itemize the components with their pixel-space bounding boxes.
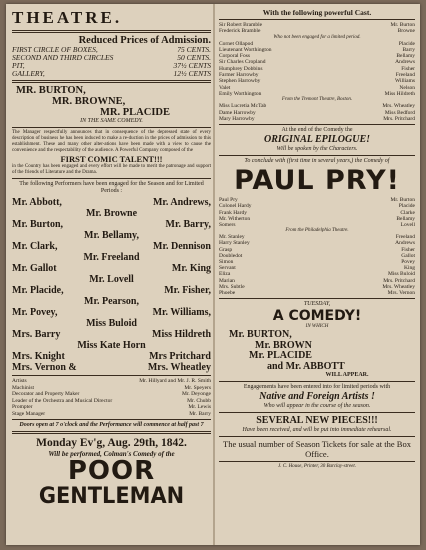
performer-name: Mrs. Vernon & <box>12 362 77 373</box>
fold-line <box>213 4 215 545</box>
cast-role: Cornet Ollapod <box>219 40 254 47</box>
cast-role: Farmer Harrowby <box>219 72 259 79</box>
playbill-sheet <box>6 4 420 545</box>
engaged-name-3: MR. PLACIDE <box>100 107 170 118</box>
cast-actor: Nelson <box>399 84 415 91</box>
spoken-by: Will be spoken by the Characters. <box>276 146 358 153</box>
price-amount: 37½ CENTS <box>173 61 211 70</box>
performer-name: Mr. Burton, <box>12 219 64 230</box>
performer-name: Mr. Freeland <box>83 252 140 263</box>
performer-row <box>12 318 211 329</box>
performer-name: Miss Kate Horn <box>77 340 146 351</box>
play-title-poor: POOR <box>67 456 156 486</box>
cast-role: Paul Pry <box>219 197 238 204</box>
divider <box>12 419 211 420</box>
cast-actor: Mrs. Pritchard <box>383 115 415 122</box>
divider <box>219 412 415 413</box>
engaged-name-2: MR. BROWNE, <box>52 96 126 107</box>
cast-role: Mr. Witherton <box>219 215 251 222</box>
cast-role: Harry Stanley <box>219 240 250 247</box>
performer-name: Mrs. Knight <box>12 351 65 362</box>
divider <box>219 124 415 125</box>
performer-row <box>12 296 211 307</box>
cast-role: Humphrey Dobbins <box>219 65 263 72</box>
staff-role: Stage Manager <box>12 410 46 417</box>
staff-name: Mr. Lewis <box>188 404 211 410</box>
cast-actor: Lovell <box>400 221 415 228</box>
appear-in-season: Who will appear in the course of the season. <box>263 403 371 410</box>
cast-role: Dame Harrowby <box>219 109 256 116</box>
divider <box>12 127 211 128</box>
native-foreign-artists: Native and Foreign Artists ! <box>259 391 375 403</box>
cast-actor: Browne <box>397 28 415 35</box>
cast-actor: King <box>404 265 415 272</box>
performer-list <box>12 197 211 373</box>
cast-role: Corporal Foss <box>219 53 251 60</box>
cast-actor: Povey <box>401 258 415 265</box>
cast-actor: Miss Hildreth <box>384 90 415 97</box>
prices-title: Reduced Prices of Admission. <box>78 35 211 46</box>
performer-name: Mr. Bellamy, <box>84 230 139 241</box>
cast-actor: Miss Buloid <box>387 271 415 278</box>
cast-list <box>219 22 415 122</box>
divider <box>12 178 211 179</box>
cast-actor: Freeland <box>395 72 415 79</box>
staff-role: Prompter <box>12 404 33 410</box>
cast-role: Lieutenant Worthington <box>219 46 272 53</box>
performer-row <box>12 197 211 208</box>
performer-row <box>12 307 211 318</box>
performer-name: Mr. Williams, <box>152 307 211 318</box>
cast-role: Mrs. Subtle <box>219 283 245 290</box>
engaged-name-1: MR. BURTON, <box>16 85 86 96</box>
price-amount: 12½ CENTS <box>173 69 211 78</box>
cast-actor: Gallot <box>401 252 415 259</box>
performer-name: Mrs. Wheatley <box>147 362 211 373</box>
cast-role: Sir Robert Bramble <box>219 22 263 28</box>
cast-title: With the following powerful Cast. <box>262 8 372 17</box>
end-of-comedy: At the end of the Comedy the <box>281 127 353 134</box>
cast-role: Eliza <box>219 271 231 278</box>
staff-role: Decorator and Property Maker <box>12 391 80 397</box>
cast-note: From the Tremont Theatre, Boston. <box>281 97 353 103</box>
divider <box>12 30 211 33</box>
divider <box>219 298 415 299</box>
cast-actor: Fisher <box>401 65 415 72</box>
divider <box>219 19 415 20</box>
same-comedy: IN THE SAME COMEDY. <box>80 118 143 124</box>
performer-name: Mr. Lovell <box>89 274 134 285</box>
performer-row <box>12 263 211 274</box>
performer-row <box>12 351 211 362</box>
season-tickets: The usual number of Season Tickets for sale at the Box Office. <box>223 439 411 460</box>
divider <box>12 80 211 83</box>
cast-role: Stephen Harrowby <box>219 78 261 85</box>
performer-name: Mrs Pritchard <box>149 351 211 362</box>
a-comedy: A COMEDY! <box>272 308 362 325</box>
performer-name: Mr. Povey, <box>12 307 58 318</box>
manager-notice-2: in the Country has been engaged and every effort will be made to merit the patronage and support of the friends of Literature and the Drama. <box>12 164 211 175</box>
cast-note: From the Philadelphia Theatre. <box>285 228 349 234</box>
cast-role: Sir Charles Cropland <box>219 59 266 66</box>
divider <box>219 381 415 382</box>
staff-name: Mr. Hillyard and Mr. J. R. Smith <box>139 378 211 384</box>
cast-actor: Barry <box>402 46 415 53</box>
price-amount: 50 CENTS. <box>177 53 211 62</box>
play-title-gentleman: GENTLEMAN <box>38 484 185 509</box>
cast-actor: Bellamy <box>396 53 415 60</box>
performer-name: Mr. Dennison <box>153 241 211 252</box>
which-name-4: and Mr. ABBOTT <box>267 360 345 372</box>
performer-row <box>12 340 211 351</box>
performer-name: Mr. Andrews, <box>152 197 211 208</box>
divider <box>219 436 415 437</box>
performer-name: Mr. Browne <box>85 208 138 219</box>
theatre-title: THEATRE. <box>12 8 123 27</box>
printer-line: J. C. House, Printer, 30 Barclay-street. <box>278 464 356 470</box>
tuesday: TUESDAY, <box>303 301 331 308</box>
cast-actor: Bellamy <box>396 215 415 222</box>
cast-role: Miss Lucretia McTab <box>219 103 267 110</box>
which-name-2: Mr. BROWN <box>255 339 312 351</box>
cast-actor: Andrews <box>395 59 415 66</box>
price-label: SECOND AND THIRD CIRCLES <box>12 53 114 62</box>
divider <box>219 461 415 462</box>
performer-name: Mr. Barry, <box>165 219 211 230</box>
performer-row <box>12 230 211 241</box>
cast-row <box>219 116 415 122</box>
engagements-notice: Engagements have been entered into for limited periods with <box>243 384 391 391</box>
received-notice: Have been received, and will be put into immediate rehearsal. <box>242 427 392 434</box>
performer-name: Mr. Pearson, <box>84 296 139 307</box>
cast-role: Valet <box>219 84 231 91</box>
divider <box>219 155 415 156</box>
cast-actor: Mr. Burton <box>390 22 415 28</box>
right-column <box>219 8 415 541</box>
staff-role: Leader of the Orchestra and Musical Director <box>12 397 113 404</box>
price-label: GALLERY, <box>12 69 45 78</box>
cast-actor: Andrews <box>395 240 415 247</box>
several-new-pieces: SEVERAL NEW PIECES!!! <box>256 415 378 427</box>
cast-role: Emily Worthington <box>219 90 262 97</box>
performer-row <box>12 208 211 219</box>
price-list <box>12 46 211 78</box>
manager-notice: The Manager respectfully announces that in consequence of the depressed state of every description of business he has been induced to make a re-duction in the prices of admission to this establishment. These and many other alter-ations have been made with a view to cause the convenience and the respectability of the audience. A Powerful Company composed of the <box>12 130 211 153</box>
cast-role: Colonel Hardy <box>219 203 252 210</box>
performer-row <box>12 329 211 340</box>
which-name-1: Mr. BURTON, <box>229 329 292 341</box>
cast-actor: Mrs. Wheatley <box>382 103 415 110</box>
performer-row <box>12 285 211 296</box>
staff-name: Mr. Chubb <box>187 397 211 404</box>
cast-actor: Mrs. Vernon <box>387 290 415 296</box>
cast-role: Marian <box>219 277 235 284</box>
performer-name: Mr. Abbott, <box>12 197 62 208</box>
price-label: PIT, <box>12 61 25 70</box>
performer-name: Mr. King <box>171 263 211 274</box>
price-label: FIRST CIRCLE OF BOXES, <box>12 45 98 54</box>
performer-name: Mr. Gallot <box>12 263 57 274</box>
staff-role: Machinist <box>12 384 34 391</box>
cast-actor: Miss Bedford <box>384 109 415 116</box>
cast-actor: Clarke <box>400 209 415 216</box>
cast-note: Who not been engaged for a limited period. <box>273 34 361 40</box>
in-which: IN WHICH <box>305 324 329 330</box>
left-column <box>12 8 211 541</box>
performer-name: Miss Hildreth <box>152 329 211 340</box>
which-name-3: Mr. PLACIDE <box>249 350 312 362</box>
divider <box>12 375 211 376</box>
staff-role: Artists <box>12 378 27 384</box>
cast-role: Phoebe <box>219 290 236 296</box>
cast-role: Mr. Stanley <box>219 234 245 241</box>
cast-actor: Mr. Burton <box>390 197 415 204</box>
cast-actor: Fisher <box>401 246 415 253</box>
cast-actor: Freeland <box>395 234 415 241</box>
cast-actor: Placide <box>398 203 415 210</box>
cast-role: Somers <box>219 221 236 228</box>
cast-role: Grasp <box>219 246 233 253</box>
performer-name: Mr. Clark, <box>12 241 58 252</box>
doors-notice: Doors open at 7 o'clock and the Performance will commence at half past 7 <box>19 422 204 428</box>
cast-role: Mary Harrowby <box>219 115 255 122</box>
epilogue: ORIGINAL EPILOGUE! <box>263 134 371 146</box>
staff-name: Mr. Barry <box>189 410 211 417</box>
cast-role: Simon <box>219 258 234 265</box>
cast-actor: Williams <box>395 78 415 85</box>
performer-row <box>12 241 211 252</box>
cast-role: Frederick Bramble <box>219 28 261 35</box>
staff-row <box>12 411 211 418</box>
staff-name: Mr. Deyonge <box>181 391 211 397</box>
cast-actor: Mrs. Wheatley <box>382 283 415 290</box>
engaged-intro: The following Performers have been engaged for the Season and for Limited Periods : <box>19 181 204 194</box>
paul-pry-title: PAUL PRY! <box>234 165 400 197</box>
performer-name: Mr. Fisher, <box>164 285 211 296</box>
performer-row <box>12 219 211 230</box>
first-comic-talent: FIRST COMIC TALENT!!! <box>60 154 163 164</box>
cast-role: Frank Hardy <box>219 209 247 216</box>
performer-row <box>12 362 211 373</box>
will-appear: WILL APPEAR. <box>325 372 369 379</box>
performer-name: Mrs. Barry <box>12 329 61 340</box>
cast-role: Servant <box>219 265 236 272</box>
performer-row <box>12 274 211 285</box>
divider <box>12 431 211 434</box>
staff-name: Mr. Speyers <box>184 384 211 391</box>
conclude-with: To conclude with (first time in several years,) the Comedy of <box>244 158 390 165</box>
price-row <box>12 70 211 78</box>
paul-pry-cast <box>219 197 415 296</box>
staff-list <box>12 378 211 417</box>
cast-row <box>219 290 415 296</box>
price-amount: 75 CENTS. <box>177 45 211 54</box>
cast-role: Doubledot <box>219 252 243 259</box>
performance-date: Monday Ev'g, Aug. 29th, 1842. <box>36 437 187 449</box>
performer-row <box>12 252 211 263</box>
cast-actor: Placide <box>398 40 415 47</box>
cast-actor: Mrs. Pritchard <box>383 277 415 284</box>
will-be-performed: Will be performed, Colman's Comedy of the <box>48 450 175 458</box>
performer-name: Miss Buloid <box>86 318 137 329</box>
performer-name: Mr. Placide, <box>12 285 64 296</box>
